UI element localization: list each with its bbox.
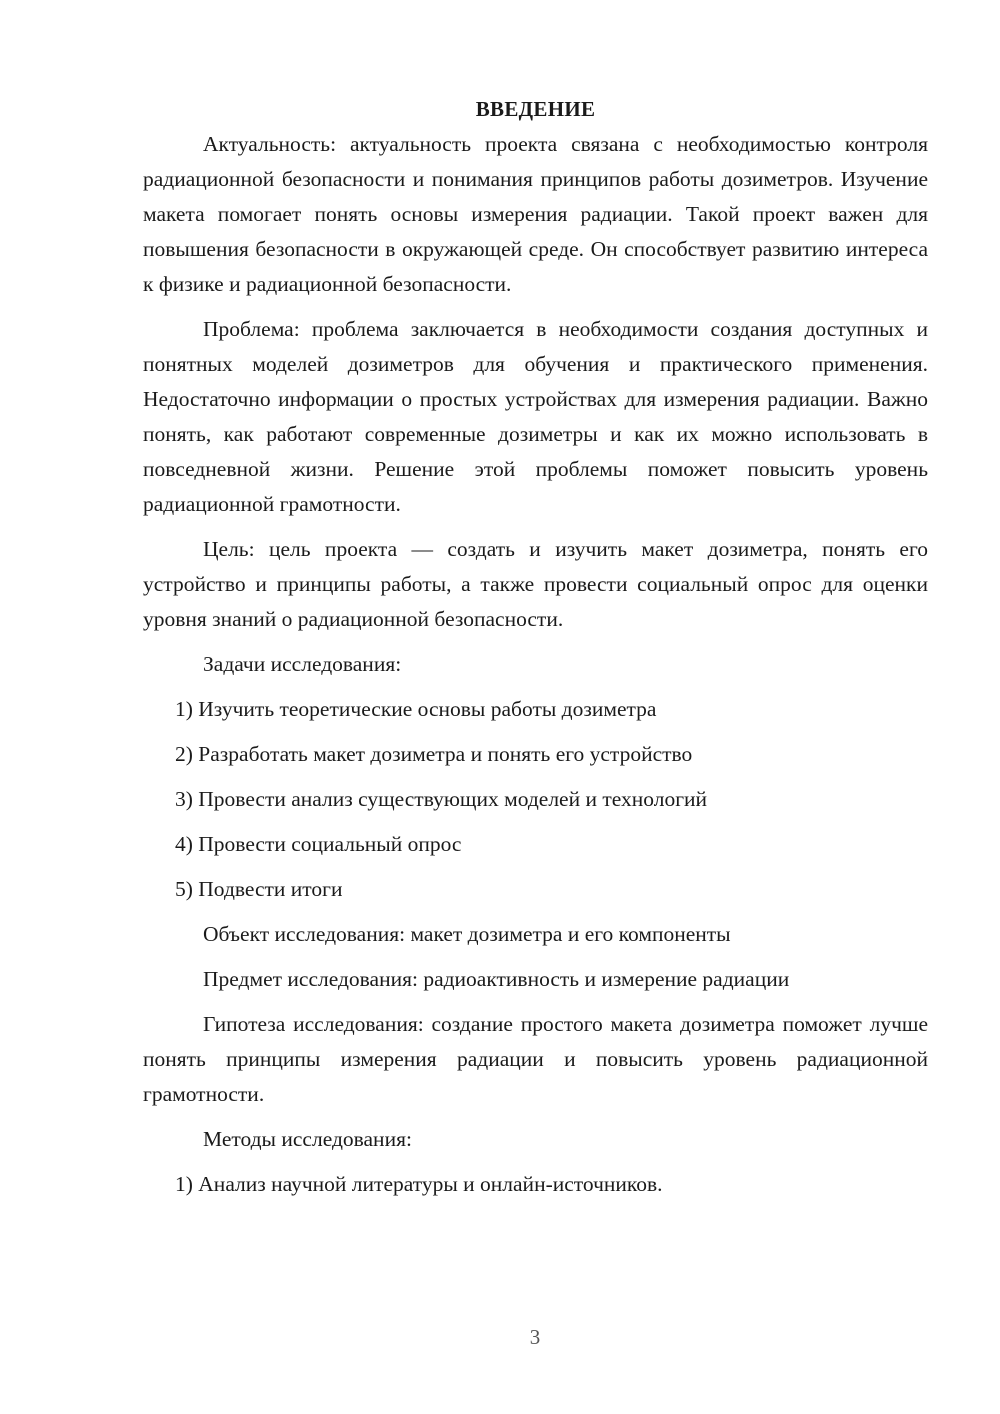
list-item: 2) Разработать макет дозиметра и понять его устройство: [175, 742, 693, 766]
tasks-list: [143, 692, 928, 907]
list-item: 1) Анализ научной литературы и онлайн-источников.: [175, 1172, 663, 1196]
goal-paragraph: Цель: цель проекта — создать и изучить макет дозиметра, понять его устройство и принципы работы, а также провести социальный опрос для оценки уровня знаний о радиационной безопасности.: [143, 537, 928, 631]
methods-list: [143, 1167, 928, 1202]
tasks-heading: Задачи исследования:: [203, 652, 402, 676]
page-number: 3: [529, 1325, 541, 1349]
list-item: 5) Подвести итоги: [175, 877, 343, 901]
object-paragraph: Объект исследования: макет дозиметра и его компоненты: [203, 922, 731, 946]
relevance-paragraph: Актуальность: актуальность проекта связана с необходимостью контроля радиационной безопасности и понимания принципов работы дозиметров. Изучение макета помогает понять основы измерения радиации. Такой проект важен для повышения безопасности в окружающей среде. Он способствует развитию интереса к физике и радиационной безопасности.: [143, 132, 928, 296]
methods-heading: Методы исследования:: [203, 1127, 412, 1151]
list-item: 3) Провести анализ существующих моделей и технологий: [175, 787, 708, 811]
list-item: 1) Изучить теоретические основы работы дозиметра: [175, 697, 657, 721]
list-item: 4) Провести социальный опрос: [175, 832, 462, 856]
subject-paragraph: Предмет исследования: радиоактивность и измерение радиации: [203, 967, 790, 991]
problem-paragraph: Проблема: проблема заключается в необходимости создания доступных и понятных моделей дозиметров для обучения и практического применения. Недостаточно информации о простых устройствах для измерения радиации. Важно понять, как работают современные дозиметры и как их можно использовать в повседневной жизни. Решение этой проблемы поможет повысить уровень радиационной грамотности.: [143, 317, 928, 516]
hypothesis-paragraph: Гипотеза исследования: создание простого макета дозиметра поможет лучше понять принципы измерения радиации и повысить уровень радиационной грамотности.: [143, 1012, 928, 1106]
section-title: ВВЕДЕНИЕ: [475, 97, 596, 121]
document-page: [143, 92, 928, 1202]
